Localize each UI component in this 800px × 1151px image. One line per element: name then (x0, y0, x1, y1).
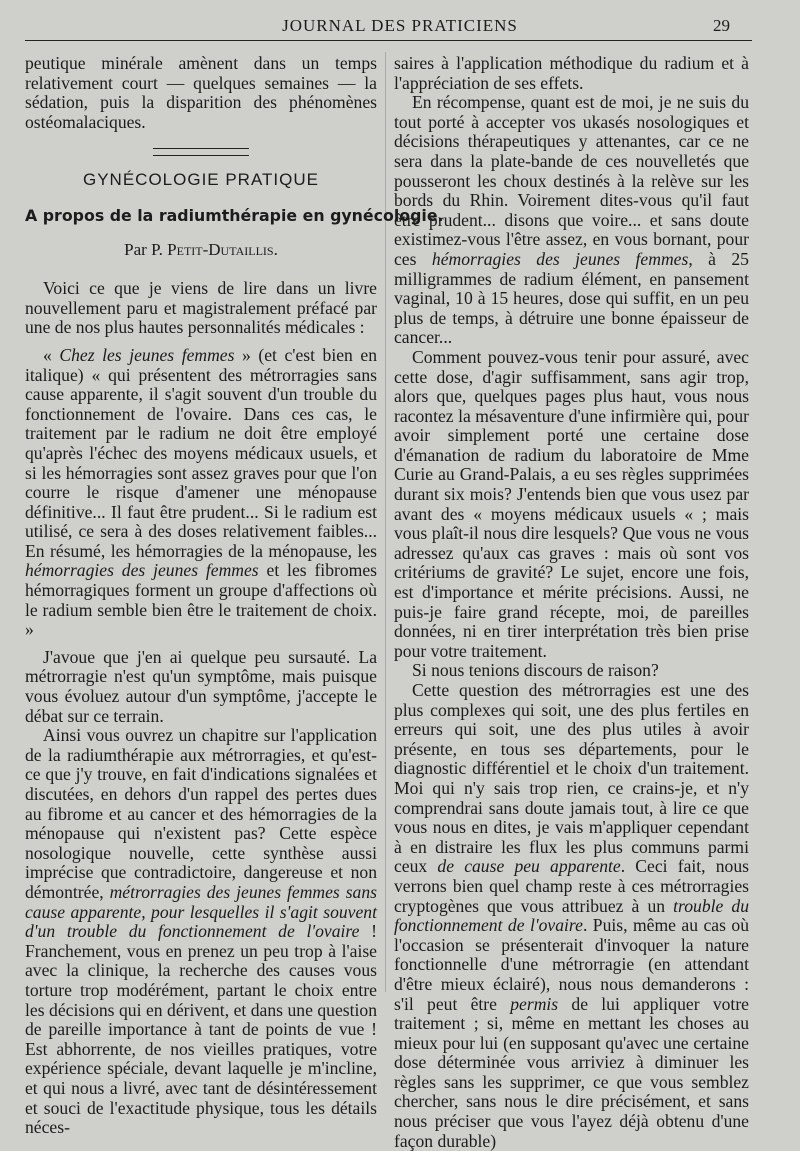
paragraph: Cette question des métrorragies est une des plus complexes qui soit, une des plus fertiles en erreurs qui soit, une des plus utiles à avoir présente, en tous ses départements, pour le diagnostic différentiel et le choix d'un traitement. Moi qui n'y sais trop rien, ce crains-je, et n'y comprendrai sans doute jamais tout, à lire ce que vous nous en dites, je vais m'appliquer cependant à en distraire les flux les plus communs parmi ceux de cause peu apparente. Ceci fait, nous verrons bien quel champ reste à ces métrorragies cryptogènes que vous attribuez à un trouble du fonctionnement de l'ovaire. Puis, même au cas où l'occasion se présenterait d'invoquer la nature fonctionnelle d'une métrorragie (en attendant d'être mieux éclairé), nous nous demanderons : s'il peut être permis de lui appliquer votre traitement ; si, même en mettant les choses au mieux pour lui (en supposant qu'avec une certaine dose déterminée vous arriviez à diminuer les règles sans les supprimer, ce que vous semblez chercher, sans nous le dire précisément, et sans nous préciser que vous l'ayez déjà obtenu d'une façon durable) (394, 680, 749, 1151)
byline (25, 240, 377, 260)
italic-text: hémorragies des jeunes femmes (431, 248, 689, 269)
paragraph: saires à l'application méthodique du radium et à l'appréciation de ses effets. (394, 53, 749, 93)
quotation: « Chez les jeunes femmes » (et c'est bien en italique) « qui présentent des métrorragies sans cause apparente, il s'agit souvent d'un trouble du fonctionnement de l'ovaire. Dans ces cas, le traitement par le radium ne doit être employé qu'après l'échec des moyens médicaux usuels, et si les hémorragies sont assez graves pour que l'on courre le risque d'amener une ménopause définitive... Il faut être prudent... Si le radium est utilisé, ce sera à des doses relativement faibles... En résumé, les hémorragies de la ménopause, les hémorragies des jeunes femmes et les fibromes hémorragiques forment un groupe d'affections où le radium semble bien être le traitement de choix. » (25, 344, 378, 640)
right-column (394, 53, 749, 1151)
paragraph: Ainsi vous ouvrez un chapitre sur l'application de la radiumthérapie aux métrorragies, et qu'est-ce que j'y trouve, en fait d'indications signalées et discutées, en dehors d'un rappel des pertes dues au fibrome et au cancer et des hémorragies de la ménopause qui n'existent pas? Cette espèce nosologique nouvelle, cette synthèse aussi imprécise que contradictoire, dangereuse et non démontrée, métrorragies des jeunes femmes sans cause apparente, pour lesquelles il s'agit souvent d'un trouble du fonctionnement de l'ovaire ! Franchement, vous en prenez un peu trop à l'aise avec la clinique, la recherche des causes vous torture trop modérément, partant le choix entre les décisions qui en dérivent, et dans une question de pareille importance à tant de points de vue ! Est abhorrente, de nos vieilles pratiques, votre expérience spéciale, devant laquelle je m'incline, et qui nous a livré, avec tant de désintéressement et souci de l'exactitude physique, tous les détails néces- (25, 725, 377, 1138)
article-title: A propos de la radiumthérapie en gynécologie. (25, 205, 444, 225)
paragraph: J'avoue que j'en ai quelque peu sursauté. La métrorragie n'est qu'un symptôme, mais puisque vous évoluez autour d'un symptôme, j'accepte le débat sur ce terrain. (25, 646, 377, 726)
running-head (0, 16, 800, 40)
paragraph: Si nous tenions discours de raison? (412, 660, 659, 681)
left-column (25, 53, 444, 1138)
section-double-rule (153, 148, 249, 156)
journal-title: JOURNAL DES PRATICIENS (282, 16, 518, 35)
italic-text: métrorragies des jeunes femmes sans cause apparente, pour lesquelles il s'agit souvent d'un trouble du fonctionnement de l'ovaire (25, 881, 377, 942)
column-divider (385, 52, 386, 992)
author-name: Petit-Dutaillis. (167, 239, 278, 259)
page-number: 29 (713, 16, 730, 35)
italic-text: de cause peu apparente (437, 856, 621, 877)
italic-text: Chez les jeunes femmes (59, 344, 235, 365)
italic-text: hémorragies des jeunes femmes (25, 560, 259, 581)
paragraph: Voici ce que je viens de lire dans un livre nouvellement paru et magistralement préfacé par une de nos plus hautes personnalités médicales : (25, 278, 377, 338)
section-title: GYNÉCOLOGIE PRATIQUE (82, 170, 319, 190)
italic-text: trouble du fonctionnement de l'ovaire (394, 895, 749, 936)
byline-prefix: Par P. (124, 239, 163, 259)
header-rule (25, 40, 752, 41)
italic-text: permis (510, 993, 559, 1014)
paragraph: En récompense, quant est de moi, je ne suis du tout porté à accepter vos ukasés nosologiques et décisions thérapeutiques y attenantes, car ce ne sera dans la plate-bande de ces nouvelletés que pousseront les choux destinés à la relève sur les bords du Rhin. Voirement dites-vous qu'il faut être prudent... disons que voire... et sans doute existimez-vous l'être assez, en vous bornant, pour ces hémorragies des jeunes femmes, à 25 milligrammes de radium élément, en pansement vaginal, 10 à 15 heures, dose qui suffit, en un peu plus de temps, à détruire une bonne épaisseur de cancer... (394, 92, 749, 348)
paragraph: peutique minérale amènent dans un temps relativement court — quelques semaines — la sédation, puis la disparition des phénomènes ostéomalaciques. (25, 53, 377, 132)
paragraph: Comment pouvez-vous tenir pour assuré, avec cette dose, d'agir suffisamment, sans agir trop, alors que, quelques pages plus haut, vous nous racontez la mésaventure d'une infirmière qui, pour avoir simplement porté une certaine dose d'émanation de radium du laboratoire de Mme Curie au Grand-Palais, a eu ses règles supprimées durant six mois? J'entends bien que vous usez par avant des « moyens médicaux usuels « ; mais vous plaît-il nous dire lesquels? Que vous ne vous adressez qu'aux cas graves : mais où sont vos critériums de gravité? Le sujet, encore une fois, est d'importance et mérite précisions. Aussi, ne puis-je faire grand récepte, moi, de pareilles données, ni en tirer interprétation très bien prise pour votre traitement. (394, 346, 749, 661)
